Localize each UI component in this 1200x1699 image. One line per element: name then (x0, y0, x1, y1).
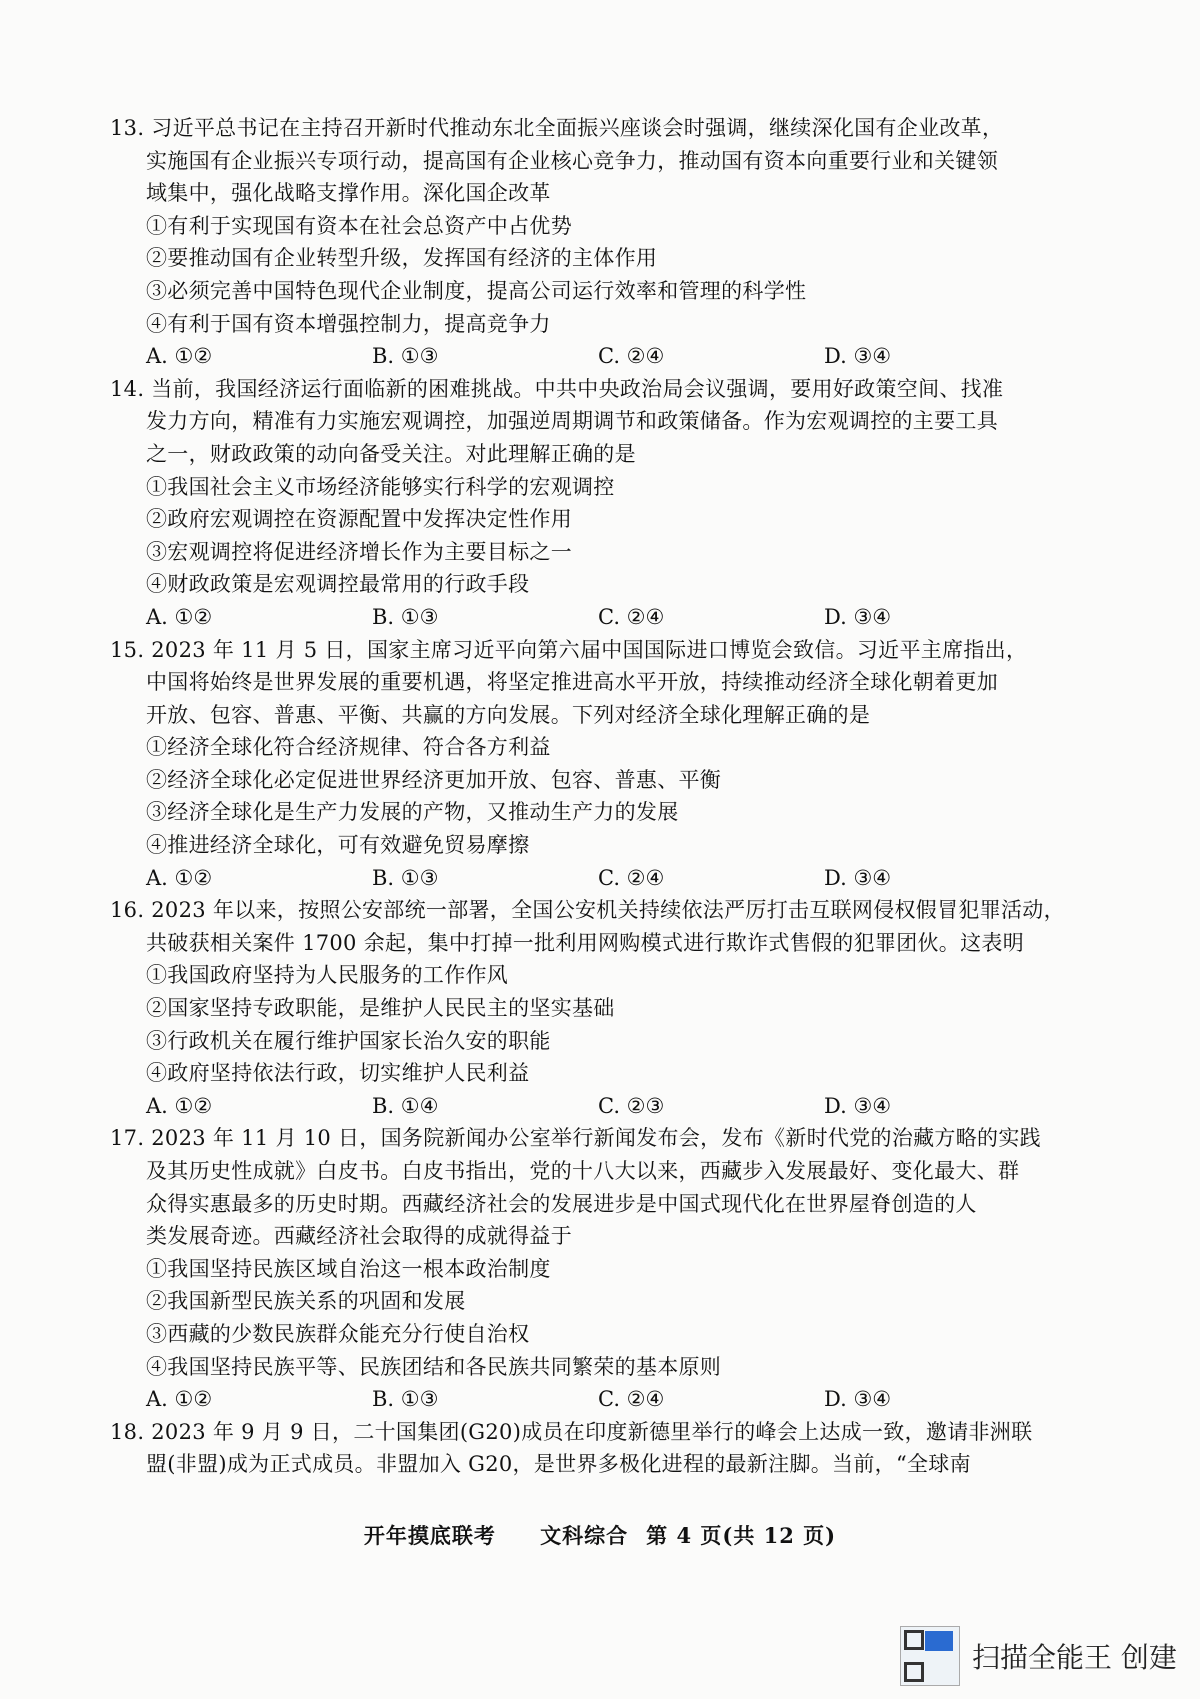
answer-option: B. ①③ (372, 865, 439, 890)
question-stem: 14. 当前，我国经济运行面临新的困难挑战。中共中央政治局会议强调，要用好政策空间、找准 (110, 376, 1004, 401)
question-stem: 15. 2023 年 11 月 5 日，国家主席习近平向第六届中国国际进口博览会致信。习近平主席指出， (110, 637, 1028, 662)
answer-option: A. ①② (146, 1387, 213, 1412)
question-stem: 18. 2023 年 9 月 9 日，二十国集团(G20)成员在印度新德里举行的峰会上达成一致，邀请非洲联 (110, 1419, 1033, 1444)
question-block (110, 1122, 1060, 1415)
answer-options (110, 1383, 1060, 1416)
question-line: ④财政政策是宏观调控最常用的行政手段 (146, 572, 530, 597)
question-line: ②我国新型民族关系的巩固和发展 (146, 1289, 466, 1314)
answer-option: C. ②④ (598, 865, 665, 890)
question-line: 及其历史性成就》白皮书。白皮书指出，党的十八大以来，西藏步入发展最好、变化最大、群 (146, 1159, 1020, 1183)
question-line: ③西藏的少数民族群众能充分行使自治权 (146, 1321, 530, 1346)
answer-option: D. ③④ (824, 1387, 892, 1412)
question-line: ①我国坚持民族区域自治这一根本政治制度 (146, 1256, 551, 1281)
answer-option: C. ②④ (598, 344, 665, 369)
question-line: ④我国坚持民族平等、民族团结和各民族共同繁荣的基本原则 (146, 1354, 722, 1379)
question-line: ③行政机关在履行维护国家长治久安的职能 (146, 1028, 551, 1053)
answer-option: D. ③④ (824, 865, 892, 890)
answer-option: A. ①② (146, 865, 213, 890)
answer-options (110, 862, 1060, 895)
question-line: 盟(非盟)成为正式成员。非盟加入 G20，是世界多极化进程的最新注脚。当前，“全球南 (146, 1452, 971, 1477)
answer-option: C. ②④ (598, 1387, 665, 1412)
answer-option: B. ①③ (372, 1387, 439, 1412)
question-line: 中国将始终是世界发展的重要机遇，将坚定推进高水平开放，持续推动经济全球化朝着更加 (146, 670, 998, 695)
question-line: ③宏观调控将促进经济增长作为主要目标之一 (146, 539, 572, 564)
question-line: ①有利于实现国有资本在社会总资产中占优势 (146, 213, 572, 238)
question-line: 发力方向，精准有力实施宏观调控，加强逆周期调节和政策储备。作为宏观调控的主要工具 (146, 409, 998, 434)
question-line: ②经济全球化必定促进世界经济更加开放、包容、普惠、平衡 (146, 767, 722, 792)
question-line: ①经济全球化符合经济规律、符合各方利益 (146, 735, 551, 760)
answer-option: B. ①③ (372, 344, 439, 369)
question-list (110, 112, 1065, 1481)
page-footer (0, 1520, 1200, 1550)
question-stem: 16. 2023 年以来，按照公安部统一部署，全国公安机关持续依法严厉打击互联网侵权假冒犯罪活动， (110, 898, 1065, 923)
answer-option: D. ③④ (824, 344, 892, 369)
answer-option: A. ①② (146, 344, 213, 369)
answer-option: B. ①④ (372, 1093, 439, 1118)
question-stem: 13. 习近平总书记在主持召开新时代推动东北全面振兴座谈会时强调，继续深化国有企业改革， (110, 116, 1004, 140)
question-line: 域集中，强化战略支撑作用。深化国企改革 (146, 181, 551, 206)
question-line: ③经济全球化是生产力发展的产物，又推动生产力的发展 (146, 800, 679, 825)
question-line: 众得实惠最多的历史时期。西藏经济社会的发展进步是中国式现代化在世界屋脊创造的人 (146, 1191, 977, 1216)
question-line: 类发展奇迹。西藏经济社会取得的成就得益于 (146, 1224, 572, 1249)
answer-option: C. ②④ (598, 604, 665, 629)
answer-option: D. ③④ (824, 1093, 892, 1118)
question-line: ②要推动国有企业转型升级，发挥国有经济的主体作用 (146, 246, 658, 271)
answer-option: B. ①③ (372, 604, 439, 629)
question-line: ④推进经济全球化，可有效避免贸易摩擦 (146, 833, 530, 858)
question-block (110, 112, 1060, 373)
answer-options (110, 601, 1060, 634)
answer-option: D. ③④ (824, 604, 892, 629)
question-block (110, 634, 1060, 895)
scanner-app-icon (900, 1626, 960, 1686)
question-line: ②政府宏观调控在资源配置中发挥决定性作用 (146, 507, 572, 532)
question-line: 实施国有企业振兴专项行动，提高国有企业核心竞争力，推动国有资本向重要行业和关键领 (146, 148, 998, 173)
question-block (110, 894, 1065, 1122)
watermark-text: 扫描全能王 创建 (972, 1641, 1177, 1674)
answer-option: A. ①② (146, 1093, 213, 1118)
answer-option: A. ①② (146, 604, 213, 629)
question-line: ③必须完善中国特色现代企业制度，提高公司运行效率和管理的科学性 (146, 278, 807, 303)
question-line: ①我国社会主义市场经济能够实行科学的宏观调控 (146, 474, 615, 499)
footer-page-number: 第 4 页(共 12 页) (646, 1523, 837, 1548)
answer-option: C. ②③ (598, 1093, 665, 1118)
answer-options (110, 1090, 1060, 1123)
question-line: ④有利于国有资本增强控制力，提高竞争力 (146, 311, 551, 336)
question-line: ②国家坚持专政职能，是维护人民民主的坚实基础 (146, 996, 615, 1021)
question-block (110, 1416, 1060, 1481)
question-line: ④政府坚持依法行政，切实维护人民利益 (146, 1061, 530, 1086)
question-line: 共破获相关案件 1700 余起，集中打掉一批利用网购模式进行欺诈式售假的犯罪团伙。这表明 (146, 930, 1024, 955)
scanner-watermark (900, 1624, 1177, 1688)
question-line: 开放、包容、普惠、平衡、共赢的方向发展。下列对经济全球化理解正确的是 (146, 702, 871, 727)
question-line: 之一，财政政策的动向备受关注。对此理解正确的是 (146, 441, 636, 466)
footer-subject: 文科综合 (540, 1523, 629, 1548)
answer-options (110, 340, 1060, 373)
footer-exam-name: 开年摸底联考 (363, 1523, 496, 1548)
question-line: ①我国政府坚持为人民服务的工作作风 (146, 963, 509, 988)
question-stem: 17. 2023 年 11 月 10 日，国务院新闻办公室举行新闻发布会，发布《新时代党的治藏方略的实践 (110, 1126, 1041, 1151)
question-block (110, 373, 1060, 634)
